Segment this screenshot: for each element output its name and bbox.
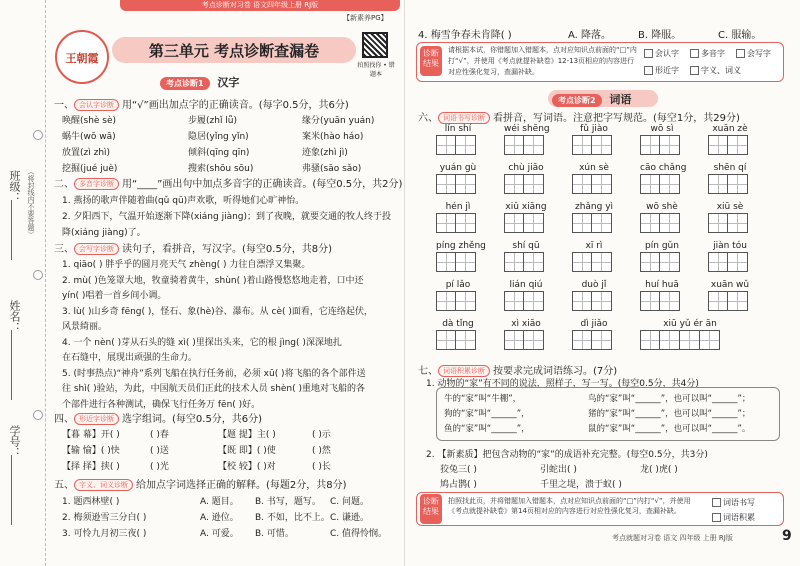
pinyin-label: jiàn tóu: [713, 241, 747, 251]
answer-cell[interactable]: [572, 174, 592, 194]
answer-cell[interactable]: [728, 213, 748, 233]
answer-cells: [504, 291, 548, 311]
column-divider: [404, 0, 405, 566]
pinyin-label: pín gǔn: [645, 241, 679, 251]
pinyin-label: yuán gù: [439, 163, 477, 173]
pinyin-choice[interactable]: 步履(zhǐ lǚ): [188, 116, 238, 126]
word-item: [572, 162, 616, 194]
answer-cell[interactable]: [524, 213, 544, 233]
check-duoyin[interactable]: 多音字: [690, 48, 725, 59]
answer-cell[interactable]: [728, 252, 748, 272]
section1-title: 汉字: [217, 76, 240, 89]
check-ziyi[interactable]: 字义、词义: [690, 65, 741, 76]
word-item: [436, 240, 486, 272]
q5-option[interactable]: B. 书写，题写。: [255, 497, 321, 507]
pinyin-label: lín shí: [444, 124, 472, 134]
pinyin-label: wō shè: [646, 202, 678, 212]
idiom-blank[interactable]: 引蛇出( ): [540, 465, 577, 475]
answer-cells: [504, 213, 548, 233]
answer-cell[interactable]: [436, 135, 456, 155]
answer-cell[interactable]: [660, 135, 680, 155]
word-item: [708, 279, 752, 311]
answer-cell[interactable]: [504, 252, 524, 272]
pinyin-choice[interactable]: 唤醒(shè sè): [62, 116, 117, 126]
pinyin-label: wō sì: [650, 124, 674, 134]
pinyin-label: dì jiǎo: [580, 319, 608, 329]
q1-stem: 一、 会认字诊断 用“√”画出加点字的正确读音。(每字0.5分，共6分): [54, 100, 349, 111]
pinyin-label: xī rì: [585, 241, 603, 251]
word-item: [504, 318, 548, 350]
answer-cell[interactable]: [592, 330, 612, 350]
binding-hole: [33, 410, 43, 420]
answer-cells: [640, 174, 684, 194]
answer-cell[interactable]: [660, 291, 680, 311]
answer-cells: [640, 135, 684, 155]
word-item: [708, 240, 752, 272]
pinyin-label: shí qū: [512, 241, 540, 251]
idiom-blank[interactable]: 鸠占鹊( ): [440, 480, 477, 490]
word-blank[interactable]: 【择 择】挟( ): [62, 462, 120, 472]
answer-cells: [436, 213, 480, 233]
word-blank[interactable]: ( )示: [312, 430, 331, 440]
word-item: [572, 201, 616, 233]
page-number: 9: [782, 528, 792, 544]
pinyin-label: zhǎng yì: [574, 202, 614, 212]
answer-cells: [640, 291, 684, 311]
word-item: [708, 123, 752, 155]
answer-cells: [640, 213, 684, 233]
idiom-blank[interactable]: 狡兔三( ): [440, 465, 477, 475]
q5-option[interactable]: C. 问题。: [330, 497, 370, 507]
answer-cell[interactable]: [640, 330, 660, 350]
diagnosis-text: 拍照找此页，并将错题加入错题本，点对应知识点前面的“□”内打“√”，并使用《考点就提补缺卷》第14页相对应的内容进行对应性强化复习，查漏补缺。: [448, 497, 691, 515]
answer-cell[interactable]: [436, 213, 456, 233]
answer-cell[interactable]: [572, 135, 592, 155]
top-strip: 考点诊断对习卷 语文四年级上册 RJ版: [120, 0, 400, 11]
id-line: [11, 455, 12, 525]
word-item: [504, 279, 548, 311]
answer-cell[interactable]: [436, 330, 456, 350]
answer-cells: [436, 174, 480, 194]
q5-item: 1. 题西林壁( ): [62, 497, 120, 507]
answer-cells: [504, 174, 548, 194]
check-huixie[interactable]: 会写字: [736, 48, 771, 59]
q3-line: 2. mù( )色笼罩大地，牧童骑着黄牛，shùn( )着山路慢悠悠地走着，口中还: [62, 275, 364, 286]
answer-cell[interactable]: [592, 174, 612, 194]
word-item: [640, 162, 687, 194]
answer-cell[interactable]: [708, 291, 728, 311]
q5-item: 3. 可怜九月初三夜( ): [62, 529, 147, 539]
pinyin-choice[interactable]: 蜗牛(wō wā): [62, 132, 116, 142]
answer-cell[interactable]: [660, 213, 680, 233]
q3-line: 4. 一个 nèn( )芽从石头的缝 xì( )里探出头来，它的根 jìng( )深深地扎: [62, 337, 342, 348]
check-xingjin[interactable]: 形近字: [644, 65, 679, 76]
pinyin-label: dà tǐng: [442, 319, 474, 329]
word-item: [572, 123, 616, 155]
answer-cell[interactable]: [504, 330, 524, 350]
answer-cell[interactable]: [680, 330, 700, 350]
name-line: [11, 330, 12, 400]
pinyin-label: xiǔ xiāng: [505, 202, 547, 212]
q2-line: 降(xiáng jiàng)了。: [62, 228, 146, 238]
word-item: [640, 318, 740, 350]
answer-cell[interactable]: [592, 291, 612, 311]
check-hanzi[interactable]: 会认字: [644, 48, 679, 59]
word-item: [572, 318, 616, 350]
answer-cell[interactable]: [572, 291, 592, 311]
word-blank[interactable]: ( )送: [150, 446, 169, 456]
word-item: [504, 162, 548, 194]
answer-cell[interactable]: [524, 174, 544, 194]
answer-cell[interactable]: [592, 252, 612, 272]
name-label: 姓名：: [8, 300, 21, 333]
section1-badge: 考点诊断1: [160, 77, 210, 90]
answer-cell[interactable]: [708, 252, 728, 272]
answer-cells: [572, 330, 616, 350]
answer-cell[interactable]: [436, 252, 456, 272]
answer-cells: [504, 330, 548, 350]
q3-stem: 三、 会写字诊断 读句子，看拼音，写汉字。(每空0.5分，共8分): [54, 244, 333, 255]
q3-line: 个部件进行各种测试，确保飞行任务万 fēn( )好。: [62, 399, 261, 410]
word-blank[interactable]: ( )光: [150, 462, 169, 472]
pinyin-label: pí lǎo: [445, 280, 471, 290]
answer-cell[interactable]: [728, 174, 748, 194]
word-blank[interactable]: 【既 即】( )使: [218, 446, 276, 456]
animal-home-right[interactable]: 鼠的“家”叫“______”，也可以叫“______”。: [588, 424, 751, 434]
word-item: [436, 162, 480, 194]
pinyin-label: chù jiāo: [508, 163, 544, 173]
answer-cell[interactable]: [640, 291, 660, 311]
answer-cells: [708, 252, 752, 272]
answer-cells: [504, 135, 548, 155]
word-item: [572, 240, 616, 272]
word-item: [436, 279, 480, 311]
word-blank[interactable]: ( )然: [312, 446, 331, 456]
answer-cell[interactable]: [572, 213, 592, 233]
animal-home-right[interactable]: 猪的“家”叫“______”，也可以叫“______”；: [588, 409, 751, 419]
q7-sub1: 1. 动物的“家”有不同的说法，照样子，写一写。(每空0.5分，共4分): [426, 379, 699, 389]
word-item: [640, 240, 684, 272]
animal-home-left: 牛的“家”叫“牛棚”，: [444, 394, 522, 404]
q4-stem: 四、 形近字诊断 选字组词。(每空0.5分，共6分): [54, 414, 263, 425]
answer-cell[interactable]: [436, 291, 456, 311]
q7-sub2: 2. 【新素质】把包含动物的“家”的成语补充完整。(每空0.5分，共3分): [426, 450, 708, 460]
section2-heading: [552, 91, 631, 107]
answer-cell[interactable]: [572, 252, 592, 272]
answer-cells: [436, 330, 480, 350]
answer-cell[interactable]: [592, 135, 612, 155]
word-item: [708, 201, 752, 233]
pinyin-label: fǔ jiào: [580, 124, 608, 134]
answer-cells: [640, 330, 740, 350]
q5-item: 2. 梅须逊雪三分白( ): [62, 513, 147, 523]
pinyin-choice[interactable]: 缘分(yuān yuán): [302, 116, 375, 126]
pinyin-label: xuān wǔ: [710, 280, 750, 290]
q2-line: 1. 燕扬的歌声伴随着曲(qǔ qū)声欢歌，听得她们心旷神怡。: [62, 196, 305, 206]
answer-cells: [708, 213, 752, 233]
answer-cell[interactable]: [524, 330, 544, 350]
answer-cell[interactable]: [660, 174, 680, 194]
word-blank[interactable]: ( )春: [150, 430, 169, 440]
answer-cell[interactable]: [660, 252, 680, 272]
class-label: 班级：: [8, 170, 21, 203]
pinyin-label: xuān zè: [712, 124, 748, 134]
q3-line: 3. lù( )山乡奇 fēng( )，怪石、象(hè)谷、瀑布。从 cè( )面看，它连络起伏，: [62, 306, 373, 317]
answer-cell[interactable]: [504, 135, 524, 155]
brand-logo: 王朝霞: [55, 30, 109, 84]
pinyin-label: hén jì: [445, 202, 471, 212]
pinyin-label: xiū yǔ ér ān: [663, 319, 717, 329]
pinyin-label: xún sè: [579, 163, 609, 173]
answer-cell[interactable]: [456, 135, 476, 155]
answer-cell[interactable]: [572, 330, 592, 350]
pinyin-choice[interactable]: 迹象(zhì jì): [302, 148, 348, 158]
answer-cell[interactable]: [524, 291, 544, 311]
answer-cell[interactable]: [436, 174, 456, 194]
q5-item4: 4. 梅雪争春未肯降( ) A. 降落。 B. 降服。 C. 服输。: [418, 30, 762, 41]
q5-option[interactable]: C. 值得怜悯。: [330, 529, 388, 539]
answer-cell[interactable]: [504, 213, 524, 233]
word-blank[interactable]: 【题 提】主( ): [218, 430, 276, 440]
answer-cells: [572, 213, 616, 233]
pinyin-label: cāo chǎng: [640, 163, 687, 173]
qr-caption: 拍照找你 • 错题本: [357, 62, 395, 78]
word-item: [640, 201, 684, 233]
answer-cell[interactable]: [728, 291, 748, 311]
answer-cells: [640, 252, 684, 272]
pinyin-label: duò jǐ: [581, 280, 607, 290]
pinyin-label: shēn qí: [713, 163, 747, 173]
q3-line: 在石缝中，展现出顽强的生命力。: [62, 353, 198, 363]
answer-cell[interactable]: [456, 330, 476, 350]
pinyin-label: huí huā: [645, 280, 679, 290]
qr-code-icon[interactable]: [362, 32, 388, 58]
q7-stem: 七、 词语积累诊断 按要求完成词语练习。(7分): [418, 366, 618, 377]
page-title: 第三单元 考点诊断查漏卷: [148, 42, 320, 60]
pinyin-choice[interactable]: 挖掘(jué juè): [62, 164, 118, 174]
pinyin-label: wéi shēng: [504, 124, 550, 134]
id-label: 学号：: [8, 425, 21, 458]
q3-line: yín( )唱着一首乡间小调。: [62, 291, 167, 301]
q2-stem: 二、 多音字诊断 用“____”画出句中加点多音字的正确读音。(每空0.5分，共2分): [54, 179, 403, 190]
word-item: [640, 123, 684, 155]
idiom-blank[interactable]: 龙( )虎( ): [640, 465, 678, 475]
section2-title: 词语: [609, 93, 632, 106]
answer-cells: [708, 291, 752, 311]
pinyin-label: xiū sè: [716, 202, 744, 212]
answer-cells: [708, 135, 752, 155]
diagnosis-tag: 诊断结果: [420, 494, 442, 524]
word-blank[interactable]: ( )长: [312, 462, 331, 472]
word-item: [504, 240, 548, 272]
answer-cell[interactable]: [456, 291, 476, 311]
answer-cells: [504, 252, 548, 272]
answer-cells: [436, 252, 480, 272]
animal-home-left[interactable]: 狗的“家”叫“______”，: [444, 409, 530, 419]
answer-cells: [436, 291, 480, 311]
q5-option[interactable]: B. 不如，比不上。: [255, 513, 330, 523]
word-item: [504, 201, 548, 233]
q5-option[interactable]: B. 可惜。: [255, 529, 294, 539]
answer-cell[interactable]: [592, 213, 612, 233]
binding-hole: [33, 130, 43, 140]
answer-cell[interactable]: [504, 174, 524, 194]
answer-cell[interactable]: [660, 330, 680, 350]
section1-heading: [160, 74, 239, 90]
word-item: [640, 279, 684, 311]
pinyin-choice[interactable]: 隐居(yǐng yǐn): [188, 132, 249, 142]
pinyin-choice[interactable]: 弗骚(sāo sǎo): [302, 164, 362, 174]
answer-cell[interactable]: [640, 135, 660, 155]
q5-option[interactable]: A. 题目。: [200, 497, 239, 507]
binding-strip: [0, 0, 46, 566]
diagnosis-tag: 诊断结果: [420, 46, 442, 76]
section2-badge: 考点诊断2: [552, 94, 602, 107]
q2-line: 2. 夕阳西下，气温开始逐渐下降(xiáng jiàng)；到了夜晚，就要交通的牧人终于投: [62, 212, 392, 222]
q6-stem: 六、 词语书写诊断 看拼音，写词语。注意把字写规范。(每空1分，共29分): [418, 113, 740, 124]
binding-hole: [33, 270, 43, 280]
answer-cell[interactable]: [708, 174, 728, 194]
check-word-accum[interactable]: 词语积累: [712, 512, 755, 523]
word-item: [504, 123, 548, 155]
word-item: [436, 201, 480, 233]
answer-cell[interactable]: [524, 252, 544, 272]
exam-label: 【新素养PG】: [343, 14, 388, 22]
diagnosis-text: 请根据本试，你错题加入错题本，点对应知识点前面的“□”内打“√”，并使用《考点就提补缺卷》12-13页相应的内容进行对应性强化复习，查漏补缺。: [448, 46, 637, 76]
q5-option[interactable]: C. 谦逊。: [330, 513, 370, 523]
answer-cells: [436, 135, 480, 155]
page-footer: 考点就题对习卷 语文 四年级 上册 RJ版: [612, 534, 733, 542]
answer-cells: [708, 174, 752, 194]
answer-cell[interactable]: [708, 213, 728, 233]
answer-cells: [572, 135, 616, 155]
binding-note: （将封线内不要答题）: [27, 168, 35, 238]
animal-home-right[interactable]: 鸟的“家”叫“______”，也可以叫“______”；: [588, 394, 751, 404]
word-item: [572, 279, 616, 311]
word-blank[interactable]: 【输 愉】( )快: [62, 446, 120, 456]
q5-stem: 五、 字义、词义诊断 给加点字词选择正确的解释。(每题2分，共8分): [54, 480, 347, 491]
check-word-writing[interactable]: 词语书写: [712, 497, 755, 508]
q5-option[interactable]: A. 可爱。: [200, 529, 239, 539]
idiom-blank[interactable]: 千里之堤，溃于蚁( ): [540, 480, 622, 490]
answer-cell[interactable]: [640, 174, 660, 194]
pinyin-label: píng zhěng: [436, 241, 486, 251]
word-item: [436, 318, 480, 350]
answer-cell[interactable]: [456, 252, 476, 272]
class-line: [11, 200, 12, 260]
answer-cells: [572, 291, 616, 311]
q3-line: 往 shì( )验站，为此，中国航天员们正此的技术人员 shèn( )重地对飞船的各: [62, 384, 366, 394]
pinyin-label: xì xiāo: [511, 319, 541, 329]
pinyin-choice[interactable]: 搜索(shōu sōu): [188, 164, 254, 174]
q3-line: 5. (时事热点)“神舟”系列飞船在执行任务前，必须 xū( )将飞船的各个部件送: [62, 368, 366, 379]
pinyin-choice[interactable]: 案米(hào háo): [302, 132, 364, 142]
animal-home-left[interactable]: 鱼的“家”叫“______”，: [444, 424, 530, 434]
answer-cells: [572, 174, 616, 194]
word-item: [708, 162, 752, 194]
word-blank[interactable]: 【校 较】( )对: [218, 462, 276, 472]
answer-cell[interactable]: [640, 213, 660, 233]
pinyin-choice[interactable]: 放置(zì zhì): [62, 148, 111, 158]
q3-line: 风景綺丽。: [62, 322, 108, 332]
answer-cell[interactable]: [524, 135, 544, 155]
answer-cell[interactable]: [728, 135, 748, 155]
word-blank[interactable]: 【暮 幕】开( ): [62, 430, 120, 440]
pinyin-choice[interactable]: 倾斜(qīng qīn): [188, 148, 250, 158]
word-item: [436, 123, 480, 155]
q5-option[interactable]: A. 逊位。: [200, 513, 239, 523]
answer-cell[interactable]: [708, 135, 728, 155]
q3-line: 1. qiāo( ) 胖乎乎的圆月亮天气 zhèng( ) 力往自漂浮又集聚。: [62, 260, 311, 270]
answer-cell[interactable]: [456, 213, 476, 233]
answer-cell[interactable]: [504, 291, 524, 311]
pinyin-label: lián qiú: [509, 280, 543, 290]
answer-cells: [572, 252, 616, 272]
answer-cell[interactable]: [640, 252, 660, 272]
answer-cell[interactable]: [456, 174, 476, 194]
answer-cell[interactable]: [700, 330, 720, 350]
